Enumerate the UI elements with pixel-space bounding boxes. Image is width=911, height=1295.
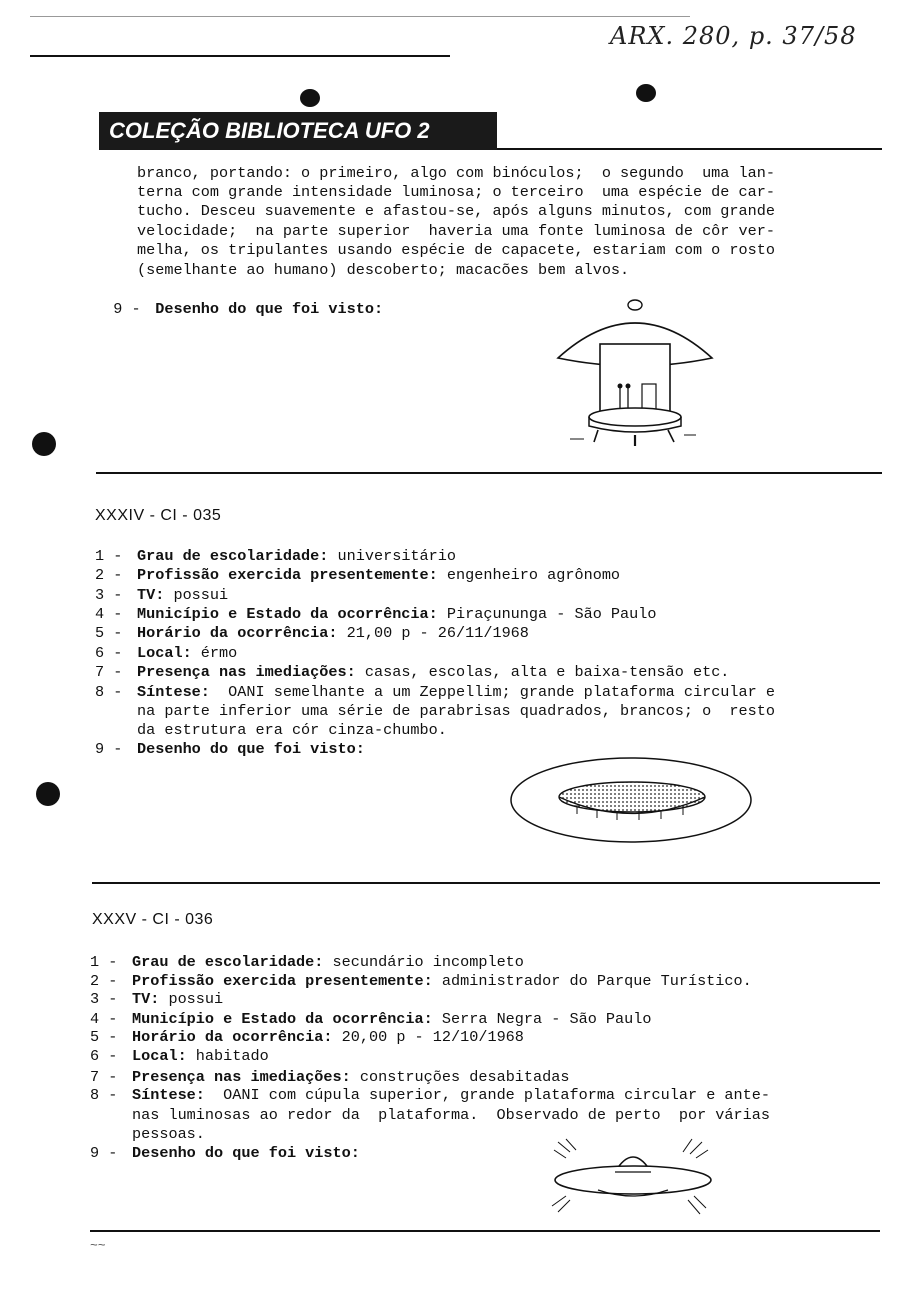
item-value: administrador do Parque Turístico. [432, 972, 752, 990]
item-value: casas, escolas, alta e baixa-tensão etc. [355, 663, 730, 681]
list-item [95, 566, 620, 585]
section-divider [92, 882, 880, 884]
item-number: 7 - [95, 663, 123, 681]
list-item [90, 953, 524, 972]
item-number: 8 - [95, 683, 123, 701]
item-label: Grau de escolaridade: [132, 953, 324, 971]
item-9-drawing [95, 281, 383, 320]
continuation-line: velocidade; na parte superior haveria uma fonte luminosa de côr ver- [137, 222, 775, 240]
binder-hole-2 [36, 782, 60, 806]
item-number: 2 - [95, 566, 123, 584]
list-item [95, 740, 365, 759]
item-label: Desenho do que foi visto: [155, 300, 384, 319]
list-item [95, 644, 237, 663]
banner-rule [497, 148, 882, 150]
list-item [90, 972, 752, 991]
banner-title: COLEÇÃO BIBLIOTECA UFO 2 [99, 112, 497, 150]
item-label: TV: [132, 990, 160, 1008]
synthesis-continuation: na parte inferior uma série de parabrisas quadrados, brancos; o resto [137, 702, 775, 720]
item-value: habitado [186, 1047, 269, 1065]
item-number: 2 - [90, 972, 118, 990]
binder-hole-1 [32, 432, 56, 456]
item-number: 9 - [90, 1144, 118, 1162]
continuation-line: branco, portando: o primeiro, algo com binóculos; o segundo uma lan- [137, 164, 775, 182]
list-item [90, 990, 223, 1009]
item-value: Piraçununga - São Paulo [437, 605, 657, 623]
list-item [90, 1144, 360, 1163]
ufo-drawing-dome [540, 1136, 726, 1218]
item-label: Município e Estado da ocorrência: [137, 605, 438, 623]
list-item [95, 683, 775, 702]
synthesis-continuation: nas luminosas ao redor da plataforma. Observado de perto por várias [132, 1106, 770, 1124]
item-label: Síntese: [137, 683, 210, 701]
item-number: 5 - [90, 1028, 118, 1046]
list-item [90, 1028, 524, 1047]
list-item [95, 624, 529, 643]
continuation-line: tucho. Desceu suavemente e afastou-se, após alguns minutos, com grande [137, 202, 775, 220]
item-label: Local: [137, 644, 192, 662]
item-label: Presença nas imediações: [132, 1068, 351, 1086]
item-value: Serra Negra - São Paulo [432, 1010, 652, 1028]
item-label: Horário da ocorrência: [137, 624, 338, 642]
case-heading: XXXV - CI - 036 [92, 911, 214, 928]
item-label: Profissão exercida presentemente: [137, 566, 438, 584]
item-number: 1 - [90, 953, 118, 971]
synthesis-continuation: da estrutura era cór cinza-chumbo. [137, 721, 447, 739]
item-number: 4 - [95, 605, 123, 623]
item-label: Presença nas imediações: [137, 663, 356, 681]
continuation-line: melha, os tripulantes usando espécie de capacete, estariam com o rosto [137, 241, 775, 259]
item-number: 3 - [95, 586, 123, 604]
item-value: universitário [328, 547, 457, 565]
item-value: possui [164, 586, 229, 604]
item-number: 9 - [113, 300, 141, 319]
item-value: secundário incompleto [323, 953, 524, 971]
continuation-line: (semelhante ao humano) descoberto; macacões bem alvos. [137, 261, 630, 279]
section-divider [96, 472, 882, 474]
item-label: TV: [137, 586, 165, 604]
list-item [90, 1068, 570, 1087]
item-number: 7 - [90, 1068, 118, 1086]
dot-right [636, 84, 656, 102]
item-value: OANI semelhante a um Zeppellim; grande plataforma circular e [209, 683, 775, 701]
item-value: 21,00 p - 26/11/1968 [337, 624, 529, 642]
dot-left [300, 89, 320, 107]
item-label: Horário da ocorrência: [132, 1028, 333, 1046]
handwritten-reference: ARX. 280, p. 37/58 [610, 22, 857, 50]
item-label: Síntese: [132, 1086, 205, 1104]
list-item [95, 547, 456, 566]
item-value: engenheiro agrônomo [437, 566, 621, 584]
item-label: Profissão exercida presentemente: [132, 972, 433, 990]
item-number: 5 - [95, 624, 123, 642]
case-heading: XXXIV - CI - 035 [95, 507, 222, 524]
item-label: Desenho do que foi visto: [132, 1144, 360, 1162]
item-label: Desenho do que foi visto: [137, 740, 365, 758]
item-number: 6 - [95, 644, 123, 662]
item-number: 8 - [90, 1086, 118, 1104]
list-item [95, 663, 729, 682]
ufo-drawing-platform [505, 752, 757, 850]
list-item [95, 586, 228, 605]
ufo-drawing-cabin [550, 296, 720, 452]
page-number-fragment: ~~ [90, 1238, 106, 1253]
continuation-line: terna com grande intensidade luminosa; o terceiro uma espécie de car- [137, 183, 775, 201]
item-value: 20,00 p - 12/10/1968 [332, 1028, 524, 1046]
item-value: construções desabitadas [350, 1068, 570, 1086]
top-rule-right [30, 16, 690, 17]
item-label: Município e Estado da ocorrência: [132, 1010, 433, 1028]
list-item [90, 1010, 652, 1029]
synthesis-continuation: pessoas. [132, 1125, 205, 1143]
item-label: Grau de escolaridade: [137, 547, 329, 565]
item-value: érmo [191, 644, 238, 662]
item-number: 6 - [90, 1047, 118, 1065]
item-value: possui [159, 990, 224, 1008]
item-value: OANI com cúpula superior, grande plataforma circular e ante- [204, 1086, 770, 1104]
item-number: 4 - [90, 1010, 118, 1028]
bottom-rule [90, 1230, 880, 1232]
top-rule [30, 55, 450, 57]
list-item [90, 1086, 770, 1105]
item-number: 9 - [95, 740, 123, 758]
list-item [90, 1047, 269, 1066]
item-number: 1 - [95, 547, 123, 565]
list-item [95, 605, 657, 624]
item-number: 3 - [90, 990, 118, 1008]
item-label: Local: [132, 1047, 187, 1065]
